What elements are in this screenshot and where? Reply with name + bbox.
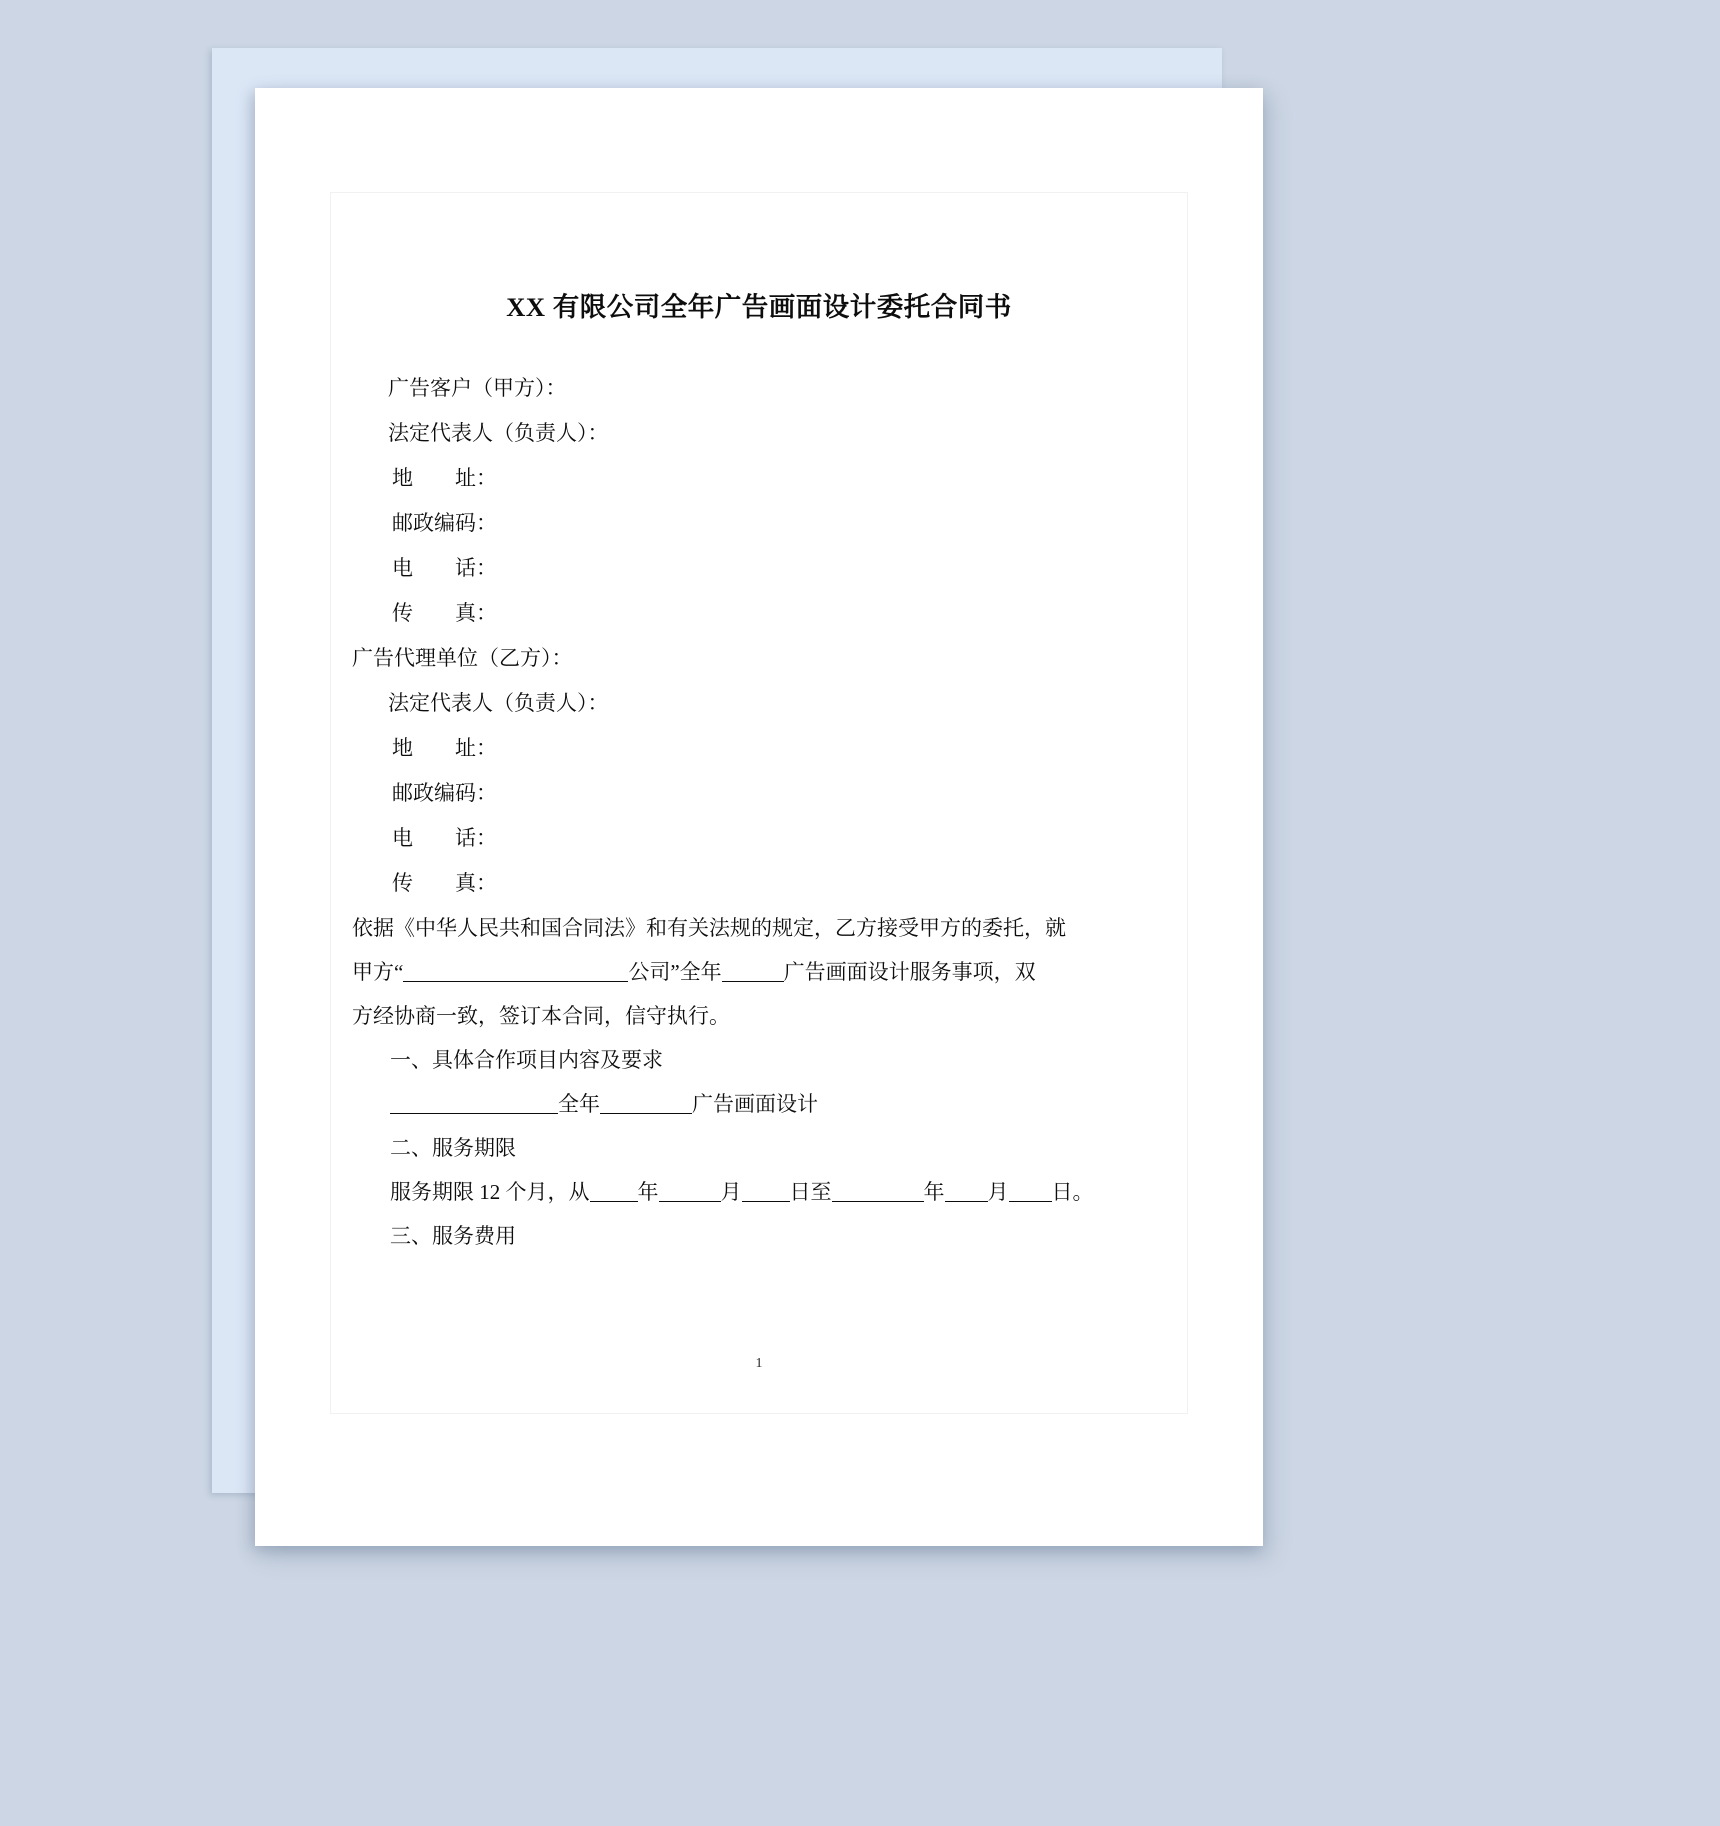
party-a-fax-label: 传 真： bbox=[392, 601, 497, 626]
section-2-body-f: 月 bbox=[987, 1180, 1009, 1205]
preamble-line-3: 方经协商一致，签订本合同，信守执行。 bbox=[352, 1004, 730, 1029]
project-name-blank[interactable] bbox=[390, 1113, 558, 1114]
section-2-body-e: 年 bbox=[923, 1180, 945, 1205]
start-month-blank[interactable] bbox=[659, 1201, 721, 1202]
end-day-blank[interactable] bbox=[1009, 1201, 1052, 1202]
section-2-heading: 二、服务期限 bbox=[390, 1136, 516, 1161]
preamble-line-2-prefix: 甲方“ bbox=[352, 960, 404, 985]
document-page bbox=[255, 88, 1263, 1546]
page-content bbox=[330, 192, 1188, 1414]
start-day-blank[interactable] bbox=[742, 1201, 790, 1202]
company-name-blank[interactable] bbox=[403, 981, 628, 982]
party-a-address-label: 地 址： bbox=[392, 466, 497, 491]
preamble-line-2-suffix: 广告画面设计服务事项，双 bbox=[783, 960, 1036, 985]
section-1-body bbox=[330, 1094, 1188, 1115]
party-b-phone-label: 电 话： bbox=[392, 826, 497, 851]
preamble-line-2-mid: 公司”全年 bbox=[628, 960, 722, 985]
section-2-body-d: 日至 bbox=[789, 1180, 832, 1205]
section-1-body-b: 广告画面设计 bbox=[692, 1092, 818, 1117]
sections-block bbox=[330, 1050, 1188, 1247]
project-scope-blank[interactable] bbox=[600, 1113, 692, 1114]
section-3-heading: 三、服务费用 bbox=[390, 1224, 516, 1249]
party-b-block bbox=[330, 648, 1188, 894]
party-a-phone-label: 电 话： bbox=[392, 556, 497, 581]
section-2-body-b: 年 bbox=[637, 1180, 659, 1205]
page-number: 1 bbox=[755, 1356, 763, 1371]
party-a-heading: 广告客户（甲方）： bbox=[388, 376, 567, 401]
section-2-body-g: 日。 bbox=[1051, 1180, 1094, 1205]
party-a-legal-representative-label: 法定代表人（负责人）： bbox=[388, 421, 609, 446]
party-b-heading: 广告代理单位（乙方）： bbox=[352, 646, 573, 671]
year-count-blank[interactable] bbox=[722, 981, 784, 982]
end-year-blank[interactable] bbox=[832, 1201, 924, 1202]
section-2-body-a: 服务期限 12 个月，从 bbox=[390, 1180, 590, 1205]
preamble-line-2 bbox=[330, 962, 1188, 983]
party-b-postcode-label: 邮政编码： bbox=[392, 781, 497, 806]
section-1-body-a: 全年 bbox=[558, 1092, 600, 1117]
page-title: XX 有限公司全年广告画面设计委托合同书 bbox=[506, 292, 1012, 322]
preamble-line-1: 依据《中华人民共和国合同法》和有关法规的规定，乙方接受甲方的委托，就 bbox=[352, 916, 1066, 941]
party-b-address-label: 地 址： bbox=[392, 736, 497, 761]
end-month-blank[interactable] bbox=[945, 1201, 988, 1202]
party-b-fax-label: 传 真： bbox=[392, 871, 497, 896]
section-1-heading: 一、具体合作项目内容及要求 bbox=[390, 1048, 663, 1073]
party-a-postcode-label: 邮政编码： bbox=[392, 511, 497, 536]
start-year-blank[interactable] bbox=[590, 1201, 638, 1202]
party-b-legal-representative-label: 法定代表人（负责人）： bbox=[388, 691, 609, 716]
preamble-block bbox=[330, 918, 1188, 1027]
party-a-block bbox=[330, 378, 1188, 624]
section-2-body-c: 月 bbox=[720, 1180, 742, 1205]
section-2-body bbox=[330, 1182, 1188, 1203]
